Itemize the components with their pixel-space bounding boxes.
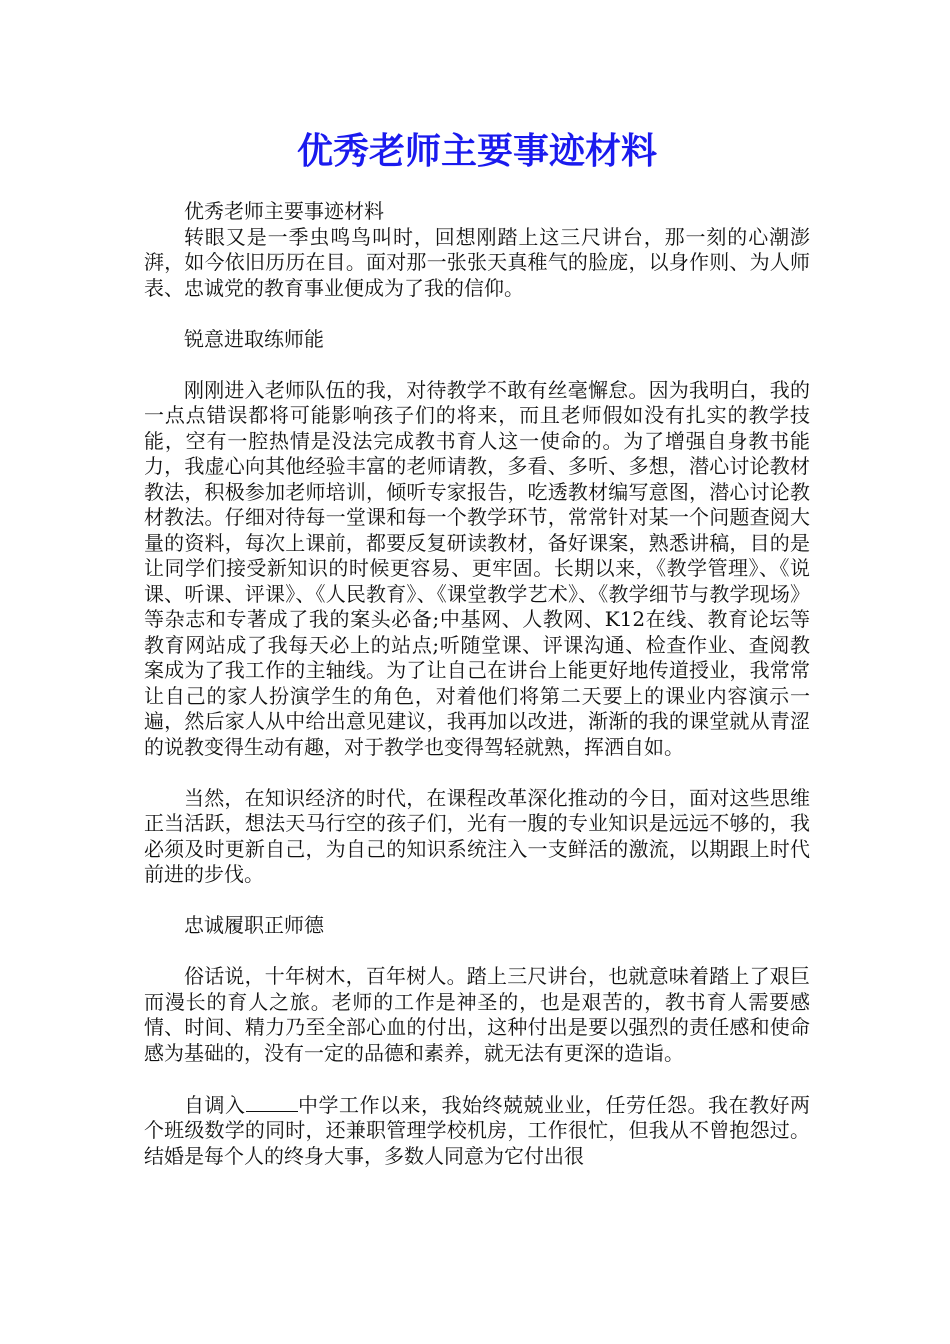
document-body xyxy=(144,199,810,1169)
ethics-paragraph-2 xyxy=(144,1092,810,1170)
paragraph-gap xyxy=(144,1066,810,1092)
document-title: 优秀老师主要事迹材料 xyxy=(296,130,657,172)
skills-paragraph-1: 刚刚进入老师队伍的我，对待教学不敢有丝毫懈怠。因为我明白，我的一点点错误都将可能影响孩子们的将来，而且老师假如没有扎实的教学技能，空有一腔热情是没法完成教书育人这一使命的。为了增强自身教书能力，我虚心向其他经验丰富的老师请教，多看、多听、多想，潜心讨论教材教法，积极参加老师培训，倾听专家报告，吃透教材编写意图，潜心讨论教材教法。仔细对待每一堂课和每一个教学环节，常常针对某一个问题查阅大量的资料，每次上课前，都要反复研读教材，备好课案，熟悉讲稿，目的是让同学们接受新知识的时候更容易、更牢固。长期以来，《教学管理》、《说课、听课、评课》、《人民教育》、《课堂教学艺术》、《教学细节与教学现场》等杂志和专著成了我的案头必备;中基网、人教网、K12在线、教育论坛等教育网站成了我每天必上的站点;听随堂课、评课沟通、检查作业、查阅教案成为了我工作的主轴线。为了让自己在讲台上能更好地传道授业，我常常让自己的家人扮演学生的角色，对着他们将第二天要上的课业内容演示一遍，然后家人从中给出意见建议，我再加以改进，渐渐的我的课堂就从青涩的说教变得生动有趣，对于教学也变得驾轻就熟，挥洒自如。 xyxy=(144,377,810,759)
ethics-paragraph-1: 俗话说，十年树木，百年树人。踏上三尺讲台，也就意味着踏上了艰巨而漫长的育人之旅。老师的工作是神圣的，也是艰苦的，教书育人需要感情、时间、精力乃至全部心血的付出，这种付出是要以强烈的责任感和使命感为基础的，没有一定的品德和素养，就无法有更深的造诣。 xyxy=(144,964,810,1065)
paragraph-gap xyxy=(144,939,810,965)
paragraph-gap xyxy=(144,760,810,786)
section-heading-ethics: 忠诚履职正师德 xyxy=(184,913,324,937)
paragraph-gap xyxy=(144,888,810,914)
fill-in-blank xyxy=(246,1092,298,1112)
ethics-paragraph-2-start: 自调入 xyxy=(184,1092,246,1117)
section-heading-skills: 锐意进取练师能 xyxy=(184,326,324,351)
paragraph-gap xyxy=(144,301,810,327)
paragraph-gap xyxy=(144,352,810,378)
skills-paragraph-2: 当然，在知识经济的时代，在课程改革深化推动的今日，面对这些思维正当活跃，想法天马行空的孩子们，光有一腹的专业知识是远远不够的，我必须及时更新自己，为自己的知识系统注入一支鲜活的激流，以期跟上时代前进的步伐。 xyxy=(144,785,810,886)
intro-paragraph: 转眼又是一季虫鸣鸟叫时，回想刚踏上这三尺讲台，那一刻的心潮澎湃，如今依旧历历在目。面对那一张张天真稚气的脸庞，以身作则、为人师表、忠诚党的教育事业便成为了我的信仰。 xyxy=(144,224,810,300)
ethics-paragraph-2-rest: 中学工作以来，我始终兢兢业业，任劳任怨。我在教好两个班级数学的同时，还兼职管理学校机房，工作很忙，但我从不曾抱怨过。结婚是每个人的终身大事，多数人同意为它付出很 xyxy=(144,1092,810,1168)
document-subtitle: 优秀老师主要事迹材料 xyxy=(184,199,384,223)
